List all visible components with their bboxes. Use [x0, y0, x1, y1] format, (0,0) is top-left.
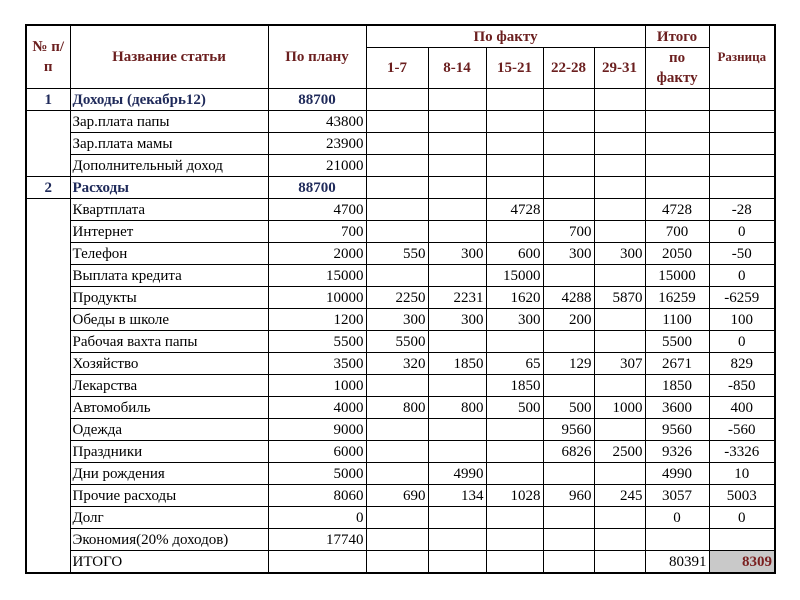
week-4-cell: 500: [543, 397, 594, 419]
table-row: [26, 507, 775, 529]
row-total-cell: 1850: [645, 375, 709, 397]
row-name-cell: Продукты: [70, 287, 268, 309]
week-5-cell: 300: [594, 243, 645, 265]
week-1-cell: [366, 221, 428, 243]
week-1-cell: 300: [366, 309, 428, 331]
row-name-cell: Интернет: [70, 221, 268, 243]
week-3-cell: 300: [486, 309, 543, 331]
week-5-cell: [594, 199, 645, 221]
table-row: [26, 529, 775, 551]
row-name-cell: Рабочая вахта папы: [70, 331, 268, 353]
row-diff-cell: -28: [709, 199, 775, 221]
row-name-cell: Одежда: [70, 419, 268, 441]
empty-cell: [486, 155, 543, 177]
week-4-cell: [543, 463, 594, 485]
row-total-cell: 4990: [645, 463, 709, 485]
week-4-cell: [543, 331, 594, 353]
empty-cell: [594, 177, 645, 199]
week-3-cell: [486, 221, 543, 243]
week-5-cell: [594, 507, 645, 529]
header-name: Название статьи: [70, 25, 268, 89]
row-plan-cell: 1200: [268, 309, 366, 331]
week-1-cell: 2250: [366, 287, 428, 309]
total-fact-cell: 80391: [645, 551, 709, 574]
week-1-cell: [366, 419, 428, 441]
row-plan-cell: 21000: [268, 155, 366, 177]
row-diff-cell: -3326: [709, 441, 775, 463]
row-diff-cell: 5003: [709, 485, 775, 507]
row-total-cell: 3600: [645, 397, 709, 419]
empty-cell: [709, 133, 775, 155]
week-4-cell: [543, 529, 594, 551]
row-diff-cell: 400: [709, 397, 775, 419]
empty-cell: [486, 89, 543, 111]
week-5-cell: [594, 265, 645, 287]
week-2-cell: 300: [428, 243, 486, 265]
header-week-5: 29-31: [594, 48, 645, 89]
row-name-cell: Дополнительный доход: [70, 155, 268, 177]
empty-cell: [543, 155, 594, 177]
header-diff: Разница: [709, 25, 775, 89]
week-4-cell: [543, 507, 594, 529]
week-2-cell: 1850: [428, 353, 486, 375]
empty-cell: [543, 89, 594, 111]
row-diff-cell: [709, 529, 775, 551]
week-4-cell: 960: [543, 485, 594, 507]
table-row: [26, 133, 775, 155]
empty-cell: [428, 177, 486, 199]
week-5-cell: [594, 529, 645, 551]
header-week-3: 15-21: [486, 48, 543, 89]
table-row: [26, 375, 775, 397]
week-2-cell: 134: [428, 485, 486, 507]
row-diff-cell: 0: [709, 221, 775, 243]
row-name-cell: Телефон: [70, 243, 268, 265]
table-row: [26, 265, 775, 287]
row-total-cell: 16259: [645, 287, 709, 309]
week-5-cell: [594, 309, 645, 331]
row-name-cell: Долг: [70, 507, 268, 529]
row-plan-cell: 8060: [268, 485, 366, 507]
empty-cell: [709, 155, 775, 177]
empty-cell: [366, 89, 428, 111]
week-1-cell: [366, 463, 428, 485]
header-total-fact-top: Итого: [645, 25, 709, 48]
table-row: [26, 441, 775, 463]
table-row: [26, 199, 775, 221]
row-total-cell: 4728: [645, 199, 709, 221]
row-name-cell: Хозяйство: [70, 353, 268, 375]
row-total-cell: 3057: [645, 485, 709, 507]
total-row: [26, 551, 775, 574]
table-row: [26, 353, 775, 375]
week-5-cell: [594, 463, 645, 485]
income-num-cell: 1: [26, 89, 70, 111]
week-1-cell: 320: [366, 353, 428, 375]
week-1-cell: 5500: [366, 331, 428, 353]
table-body: [26, 89, 775, 574]
empty-cell: [594, 551, 645, 574]
week-2-cell: [428, 265, 486, 287]
week-5-cell: 245: [594, 485, 645, 507]
row-diff-cell: 829: [709, 353, 775, 375]
row-diff-cell: 0: [709, 331, 775, 353]
week-2-cell: [428, 375, 486, 397]
row-name-cell: Квартплата: [70, 199, 268, 221]
row-name-cell: Обеды в школе: [70, 309, 268, 331]
row-diff-cell: -6259: [709, 287, 775, 309]
row-diff-cell: -50: [709, 243, 775, 265]
row-total-cell: 2050: [645, 243, 709, 265]
week-5-cell: [594, 375, 645, 397]
week-4-cell: 9560: [543, 419, 594, 441]
week-5-cell: 2500: [594, 441, 645, 463]
week-3-cell: [486, 507, 543, 529]
expenses-group-row: [26, 177, 775, 199]
empty-cell: [428, 111, 486, 133]
empty-cell: [594, 89, 645, 111]
row-diff-cell: 0: [709, 507, 775, 529]
empty-cell: [543, 177, 594, 199]
row-diff-cell: 0: [709, 265, 775, 287]
row-name-cell: Выплата кредита: [70, 265, 268, 287]
week-4-cell: 4288: [543, 287, 594, 309]
week-3-cell: [486, 331, 543, 353]
empty-cell: [543, 111, 594, 133]
income-title-cell: Доходы (декабрь12): [70, 89, 268, 111]
expenses-num-blank: [26, 199, 70, 574]
row-total-cell: 0: [645, 507, 709, 529]
week-3-cell: [486, 463, 543, 485]
week-1-cell: [366, 507, 428, 529]
row-plan-cell: 9000: [268, 419, 366, 441]
expenses-plan-cell: 88700: [268, 177, 366, 199]
week-5-cell: 5870: [594, 287, 645, 309]
row-plan-cell: 15000: [268, 265, 366, 287]
week-1-cell: 550: [366, 243, 428, 265]
week-2-cell: 4990: [428, 463, 486, 485]
week-3-cell: 1850: [486, 375, 543, 397]
row-plan-cell: 43800: [268, 111, 366, 133]
empty-cell: [268, 551, 366, 574]
table-row: [26, 463, 775, 485]
row-name-cell: Дни рождения: [70, 463, 268, 485]
income-plan-cell: 88700: [268, 89, 366, 111]
week-1-cell: [366, 375, 428, 397]
empty-cell: [645, 133, 709, 155]
row-name-cell: Праздники: [70, 441, 268, 463]
empty-cell: [709, 111, 775, 133]
row-name-cell: Прочие расходы: [70, 485, 268, 507]
empty-cell: [543, 133, 594, 155]
row-total-cell: 15000: [645, 265, 709, 287]
table-row: [26, 287, 775, 309]
week-3-cell: 15000: [486, 265, 543, 287]
week-3-cell: 1028: [486, 485, 543, 507]
empty-cell: [645, 155, 709, 177]
row-total-cell: 9560: [645, 419, 709, 441]
row-total-cell: [645, 529, 709, 551]
empty-cell: [594, 155, 645, 177]
week-4-cell: 129: [543, 353, 594, 375]
table-row: [26, 111, 775, 133]
header-total-fact-bottom: по факту: [645, 48, 709, 89]
empty-cell: [486, 133, 543, 155]
table-row: [26, 221, 775, 243]
row-plan-cell: 5000: [268, 463, 366, 485]
row-plan-cell: 10000: [268, 287, 366, 309]
row-total-cell: 700: [645, 221, 709, 243]
week-1-cell: [366, 529, 428, 551]
row-plan-cell: 6000: [268, 441, 366, 463]
week-5-cell: [594, 221, 645, 243]
week-2-cell: [428, 529, 486, 551]
empty-cell: [366, 177, 428, 199]
empty-cell: [594, 133, 645, 155]
row-plan-cell: 5500: [268, 331, 366, 353]
empty-cell: [366, 155, 428, 177]
row-name-cell: Автомобиль: [70, 397, 268, 419]
row-plan-cell: 4000: [268, 397, 366, 419]
header-week-4: 22-28: [543, 48, 594, 89]
row-diff-cell: 10: [709, 463, 775, 485]
empty-cell: [428, 133, 486, 155]
row-total-cell: 1100: [645, 309, 709, 331]
week-1-cell: 690: [366, 485, 428, 507]
week-4-cell: 700: [543, 221, 594, 243]
total-label-cell: ИТОГО: [70, 551, 268, 574]
week-3-cell: 4728: [486, 199, 543, 221]
week-3-cell: 65: [486, 353, 543, 375]
table-row: [26, 309, 775, 331]
week-4-cell: 300: [543, 243, 594, 265]
header-num: № п/п: [26, 25, 70, 89]
week-2-cell: [428, 441, 486, 463]
week-2-cell: [428, 331, 486, 353]
week-2-cell: [428, 199, 486, 221]
row-name-cell: Лекарства: [70, 375, 268, 397]
row-diff-cell: -560: [709, 419, 775, 441]
row-plan-cell: 1000: [268, 375, 366, 397]
row-plan-cell: 23900: [268, 133, 366, 155]
empty-cell: [709, 177, 775, 199]
row-diff-cell: -850: [709, 375, 775, 397]
row-total-cell: 5500: [645, 331, 709, 353]
empty-cell: [366, 133, 428, 155]
income-group-row: [26, 89, 775, 111]
empty-cell: [486, 111, 543, 133]
week-3-cell: [486, 419, 543, 441]
table-row: [26, 331, 775, 353]
header-row-1: [26, 25, 775, 48]
empty-cell: [486, 551, 543, 574]
row-name-cell: Зар.плата мамы: [70, 133, 268, 155]
week-2-cell: [428, 419, 486, 441]
row-diff-cell: 100: [709, 309, 775, 331]
empty-cell: [486, 177, 543, 199]
week-5-cell: 1000: [594, 397, 645, 419]
empty-cell: [645, 177, 709, 199]
expenses-num-cell: 2: [26, 177, 70, 199]
empty-cell: [594, 111, 645, 133]
week-4-cell: 6826: [543, 441, 594, 463]
table-row: [26, 243, 775, 265]
week-4-cell: 200: [543, 309, 594, 331]
row-name-cell: Экономия(20% доходов): [70, 529, 268, 551]
week-1-cell: [366, 441, 428, 463]
empty-cell: [366, 111, 428, 133]
empty-cell: [645, 89, 709, 111]
table-row: [26, 155, 775, 177]
row-plan-cell: 3500: [268, 353, 366, 375]
week-3-cell: 1620: [486, 287, 543, 309]
week-1-cell: 800: [366, 397, 428, 419]
row-plan-cell: 17740: [268, 529, 366, 551]
week-2-cell: [428, 221, 486, 243]
week-4-cell: [543, 375, 594, 397]
row-plan-cell: 0: [268, 507, 366, 529]
table-row: [26, 419, 775, 441]
empty-cell: [543, 551, 594, 574]
row-plan-cell: 2000: [268, 243, 366, 265]
week-3-cell: 500: [486, 397, 543, 419]
income-num-blank: [26, 111, 70, 177]
week-1-cell: [366, 199, 428, 221]
week-2-cell: 2231: [428, 287, 486, 309]
header-week-1: 1-7: [366, 48, 428, 89]
row-total-cell: 9326: [645, 441, 709, 463]
budget-table: [25, 24, 776, 574]
week-3-cell: [486, 529, 543, 551]
empty-cell: [709, 89, 775, 111]
empty-cell: [428, 551, 486, 574]
week-5-cell: [594, 331, 645, 353]
week-3-cell: 600: [486, 243, 543, 265]
week-5-cell: [594, 419, 645, 441]
row-total-cell: 2671: [645, 353, 709, 375]
week-3-cell: [486, 441, 543, 463]
week-2-cell: 300: [428, 309, 486, 331]
row-plan-cell: 700: [268, 221, 366, 243]
row-name-cell: Зар.плата папы: [70, 111, 268, 133]
week-5-cell: 307: [594, 353, 645, 375]
empty-cell: [645, 111, 709, 133]
header-fact: По факту: [366, 25, 645, 48]
week-2-cell: [428, 507, 486, 529]
empty-cell: [428, 89, 486, 111]
header-plan: По плану: [268, 25, 366, 89]
row-plan-cell: 4700: [268, 199, 366, 221]
empty-cell: [428, 155, 486, 177]
header-week-2: 8-14: [428, 48, 486, 89]
table-row: [26, 397, 775, 419]
week-1-cell: [366, 265, 428, 287]
week-4-cell: [543, 199, 594, 221]
expenses-title-cell: Расходы: [70, 177, 268, 199]
empty-cell: [366, 551, 428, 574]
week-2-cell: 800: [428, 397, 486, 419]
week-4-cell: [543, 265, 594, 287]
total-diff-cell: 8309: [709, 551, 775, 574]
table-row: [26, 485, 775, 507]
